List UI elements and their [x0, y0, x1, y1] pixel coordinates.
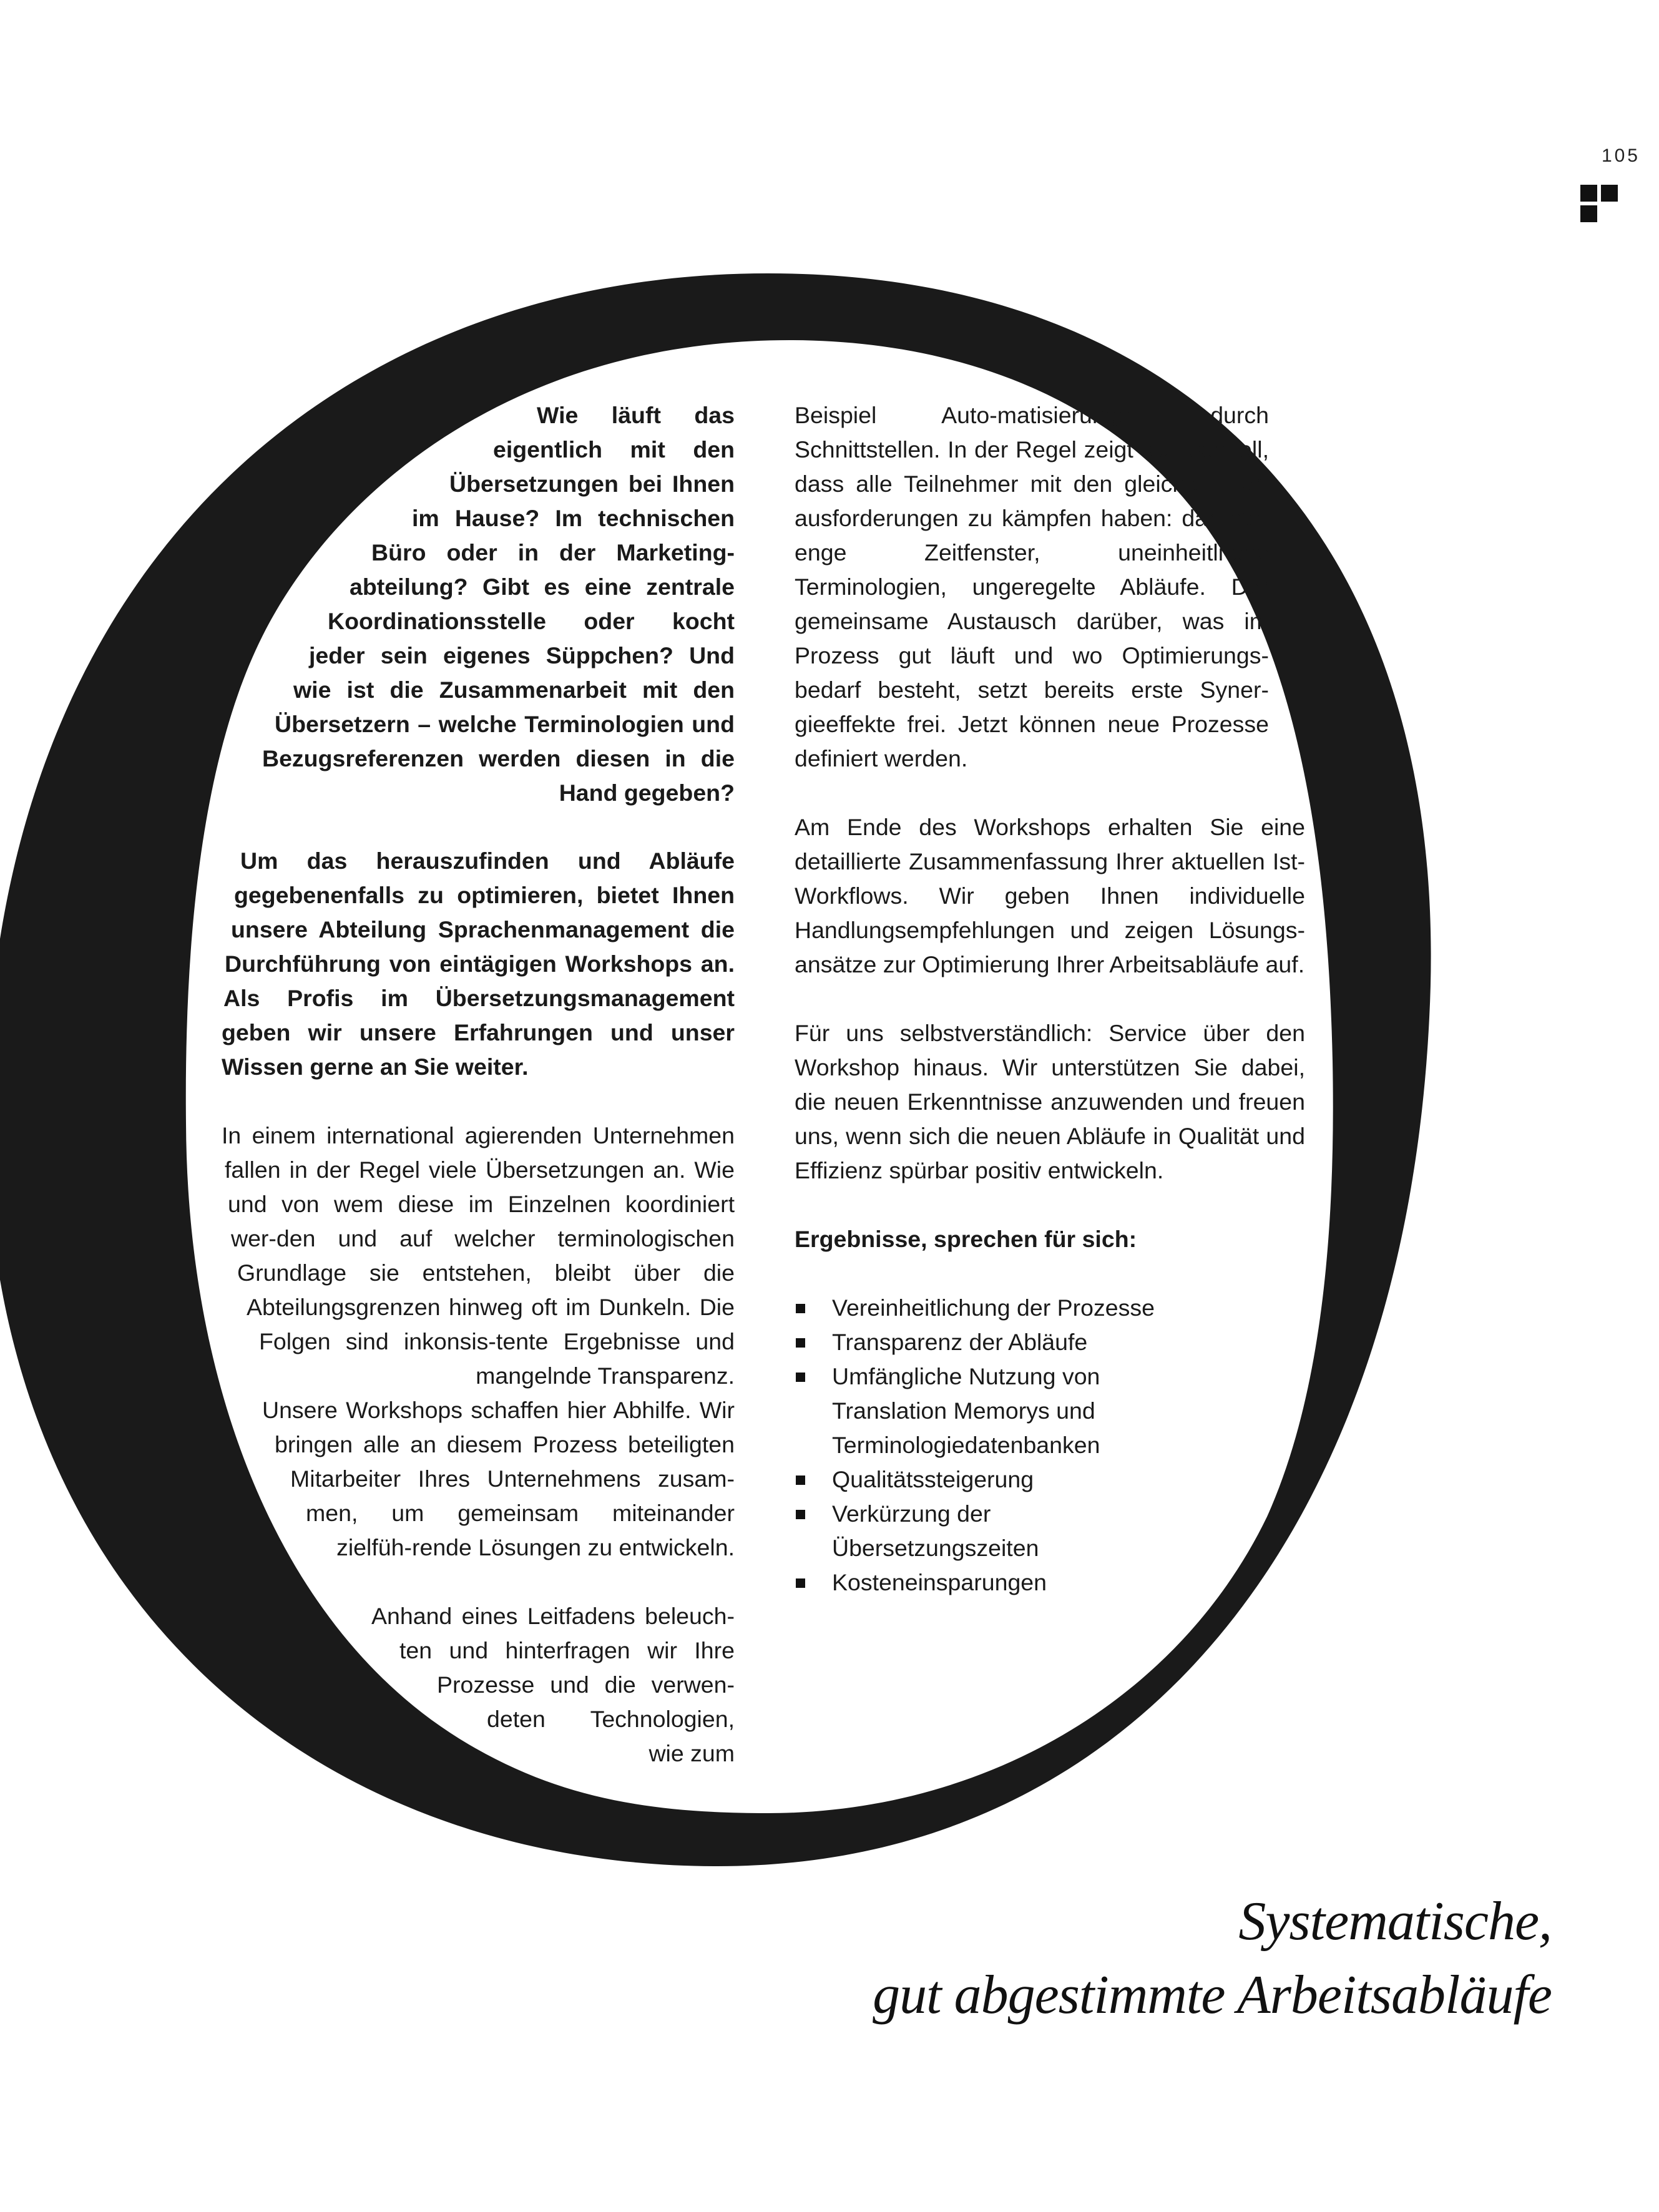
curve-spacer-step: [0, 981, 223, 1015]
left-paragraph-text: Anhand eines Leitfadens beleuch-ten und hinterfragen wir Ihre Prozesse und die verwen-deten Technologien, wie zum: [371, 1603, 735, 1766]
list-item: Vereinheitlichung der Prozesse: [795, 1291, 1305, 1325]
results-list: [795, 1291, 1305, 1600]
tagline-line-2: gut abgestimmte Arbeitsabläufe: [873, 1965, 1552, 2025]
curve-spacer-step: [0, 878, 234, 913]
curve-spacer-step: [0, 913, 231, 947]
curve-spacer-step: [0, 1153, 225, 1187]
right-paragraph-2: Am Ende des Workshops erhalten Sie eine detaillierte Zusammenfassung Ihrer aktuellen Ist-Workflows. Wir geben Ihnen individuelle Handlungsempfehlungen und zeigen Lösungs-ansätze zur Optimierung Ihrer Arbeitsabläufe auf.: [795, 814, 1305, 977]
curve-spacer-step: [0, 1462, 290, 1496]
list-item: Verkürzung der Übersetzungszeiten: [795, 1497, 1057, 1565]
curve-spacer-step: [0, 1118, 222, 1153]
curve-spacer-step: [0, 707, 275, 741]
curve-spacer-step: [0, 1221, 231, 1256]
curve-spacer-step: [0, 1015, 222, 1050]
curve-spacer-step: [0, 1668, 437, 1702]
curve-spacer-step: [0, 639, 309, 673]
curve-spacer-step: [0, 433, 493, 467]
left-paragraph-1: [0, 398, 735, 810]
curve-spacer-step: [0, 467, 449, 501]
left-paragraph-text: Unsere Workshops schaffen hier Abhilfe. Wir bringen alle an diesem Prozess beteiligten Mitarbeiter Ihres Unternehmens zusam-men, um gemeinsam miteinander zielfüh-rende Lösungen zu entwickeln.: [262, 1397, 735, 1560]
list-item: Transparenz der Abläufe: [795, 1325, 1305, 1359]
left-paragraph-text: In einem international agierenden Unternehmen fallen in der Regel viele Übersetzungen an. Wie und von wem diese im Einzelnen koordiniert wer-den und auf welcher terminologischen Grundlage sie entstehen, bleibt über die Abteilungsgrenzen hinweg oft im Dunkeln. Die Folgen sind inkonsis-tente Ergebnisse und mangelnde Transparenz.: [222, 1122, 735, 1389]
curve-spacer-step: [0, 1736, 537, 1771]
left-paragraph-2: [0, 844, 735, 1084]
left-paragraph-3: [0, 1118, 735, 1393]
curve-spacer-step: [0, 1496, 306, 1530]
curve-spacer-step: [0, 776, 256, 810]
left-paragraph-text: Wie läuft das eigentlich mit den Übersetzungen bei Ihnen im Hause? Im technischen Büro oder in der Marketing-abteilung? Gibt es eine zentrale Koordinationsstelle oder kocht jeder sein eigenes Süppchen? Und wie ist die Zusammenarbeit mit den Übersetzern – welche Terminologien und Bezugsreferenzen werden diesen in die Hand gegeben?: [262, 402, 735, 806]
tagline-line-1: Systematische,: [1238, 1891, 1552, 1952]
right-paragraph-1: Beispiel Auto-matisierungen durch Schnittstellen. In der Regel zeigt sich schnell, dass alle Teilnehmer mit den gleichen Her-ausforderungen zu kämpfen haben: darunter enge Zeitfenster, uneinheitli-che Terminologien, ungeregelte Abläufe. Der gemeinsame Austausch darüber, was im Prozess gut läuft und wo Optimierungs-bedarf besteht, setzt bereits erste Syner-gieeffekte frei. Jetzt können neue Prozesse definiert werden.: [795, 402, 1269, 771]
curve-spacer-step: [0, 673, 293, 707]
curve-spacer-step: [0, 1324, 259, 1359]
curve-spacer-step: [0, 1530, 328, 1565]
curve-spacer-step: [0, 1599, 371, 1633]
right-paragraph-3: Für uns selbstverständlich: Service über den Workshop hinaus. Wir unterstützen Sie dabei, die neuen Erkenntnisse anzuwenden und freuen uns, wenn sich die neuen Abläufe in Qualität und Effizienz spürbar positiv entwickeln.: [795, 1020, 1305, 1183]
curve-spacer-step: [0, 741, 262, 776]
results-title: Ergebnisse, sprechen für sich:: [795, 1226, 1137, 1252]
left-paragraph-4: [0, 1393, 735, 1565]
list-item: Kosteneinsparungen: [795, 1565, 1305, 1600]
list-item: Qualitätssteigerung: [795, 1462, 1305, 1497]
curve-spacer-step: [0, 1427, 275, 1462]
curve-spacer-step: [0, 947, 225, 981]
curve-spacer-step: [0, 1633, 399, 1668]
curve-spacer-step: [0, 1702, 487, 1736]
curve-spacer-step: [0, 1187, 228, 1221]
curve-spacer-step: [0, 1050, 222, 1084]
page-number: 105: [1601, 145, 1640, 166]
curve-spacer-step: [0, 570, 350, 604]
left-paragraph-text: Um das herauszufinden und Abläufe gegebenenfalls zu optimieren, bietet Ihnen unsere Abteilung Sprachenmanagement die Durchführung von eintägigen Workshops an. Als Profis im Übersetzungsmanagement geben wir unsere Erfahrungen und unser Wissen gerne an Sie weiter.: [222, 848, 735, 1080]
curve-spacer-step: [0, 1393, 262, 1427]
left-paragraph-5: [0, 1599, 735, 1771]
list-item: Umfängliche Nutzung von Translation Memorys und Terminologiedatenbanken: [795, 1359, 1132, 1462]
curve-spacer-step: [0, 1256, 237, 1290]
curve-spacer-step: [0, 398, 537, 433]
tagline: [873, 1885, 1552, 2032]
curve-spacer-step: [0, 844, 240, 878]
curve-spacer-step: [0, 1290, 247, 1324]
curve-spacer-step: [0, 536, 371, 570]
brand-logo-icon: [1580, 185, 1618, 222]
right-column: [795, 398, 1305, 1600]
curve-spacer-step: [0, 501, 412, 536]
curve-spacer-step: [0, 604, 328, 639]
